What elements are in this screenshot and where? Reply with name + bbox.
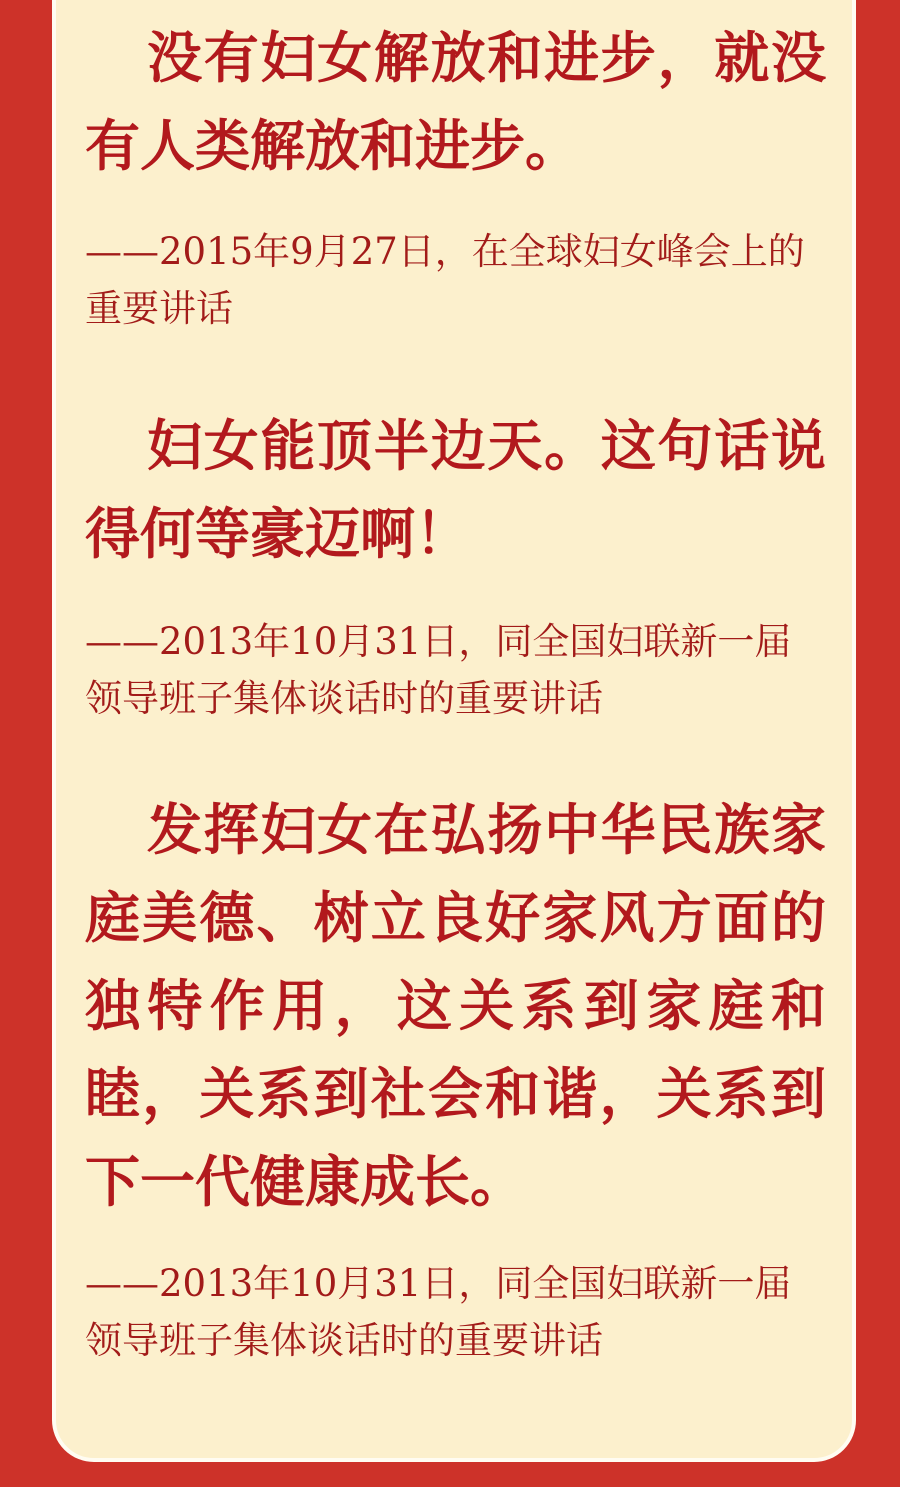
quote-attribution: ——2013年10月31日，同全国妇联新一届领导班子集体谈话时的重要讲话 xyxy=(85,620,792,720)
quote-attribution: ——2015年9月27日，在全球妇女峰会上的重要讲话 xyxy=(85,230,805,330)
quote-text: 妇女能顶半边天。这句话说得何等豪迈啊！ xyxy=(85,413,826,566)
quote-text: 发挥妇女在弘扬中华民族家庭美德、树立良好家风方面的独特作用，这关系到家庭和睦，关系到社会和谐，关系到下一代健康成长。 xyxy=(85,797,826,1214)
quote-attribution: ——2013年10月31日，同全国妇联新一届领导班子集体谈话时的重要讲话 xyxy=(85,1262,792,1362)
poster-panel xyxy=(52,0,856,1462)
quote-list xyxy=(56,0,852,1369)
quote-text: 没有妇女解放和进步，就没有人类解放和进步。 xyxy=(85,25,826,178)
